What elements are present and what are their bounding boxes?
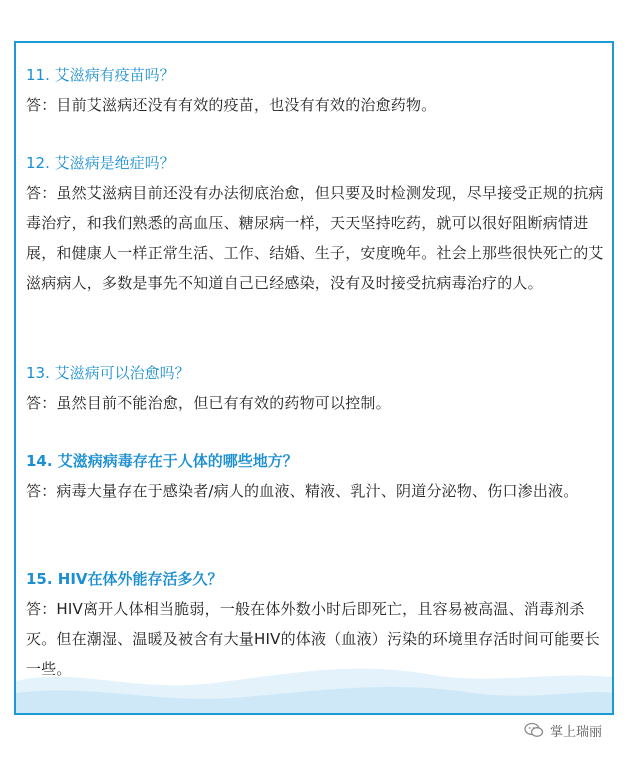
answer-14: 答：病毒大量存在于感染者/病人的血液、精液、乳汁、阴道分泌物、伤口渗出液。 bbox=[26, 482, 579, 500]
question-11: 11. 艾滋病有疫苗吗？ bbox=[26, 66, 175, 84]
account-attribution[interactable] bbox=[524, 718, 602, 742]
answer-12: 答：虽然艾滋病目前还没有办法彻底治愈，但只要及时检测发现，尽早接受正规的抗病毒治疗，和我们熟悉的高血压、糖尿病一样，天天坚持吃药，就可以很好阻断病情进展，和健康人一样正常生活、工作、结婚、生子，安度晚年。社会上那些很快死亡的艾滋病病人，多数是事先不知道自己已经感染，没有及时接受抗病毒治疗的人。 bbox=[26, 184, 604, 292]
answer-11: 答：目前艾滋病还没有有效的疫苗，也没有有效的治愈药物。 bbox=[26, 96, 437, 114]
question-13: 13. 艾滋病可以治愈吗？ bbox=[26, 364, 190, 382]
question-15: 15. HIV在体外能存活多久？ bbox=[26, 570, 223, 588]
qa-item-12 bbox=[26, 148, 612, 298]
qa-item-15 bbox=[26, 564, 612, 684]
question-14: 14. 艾滋病病毒存在于人体的哪些地方？ bbox=[26, 452, 298, 470]
qa-item-14 bbox=[26, 446, 612, 506]
qa-item-11 bbox=[26, 60, 612, 120]
account-name: 掌上瑞丽 bbox=[550, 724, 603, 740]
answer-15: 答：HIV离开人体相当脆弱，一般在体外数小时后即死亡，且容易被高温、消毒剂杀灭。但在潮湿、温暖及被含有大量HIV的体液（血液）污染的环境里存活时间可能要长一些。 bbox=[26, 600, 600, 678]
answer-13: 答：虽然目前不能治愈，但已有有效的药物可以控制。 bbox=[26, 394, 391, 412]
wechat-icon bbox=[524, 722, 544, 738]
qa-card bbox=[14, 41, 614, 715]
qa-item-13 bbox=[26, 358, 612, 418]
question-12: 12. 艾滋病是绝症吗？ bbox=[26, 154, 175, 172]
